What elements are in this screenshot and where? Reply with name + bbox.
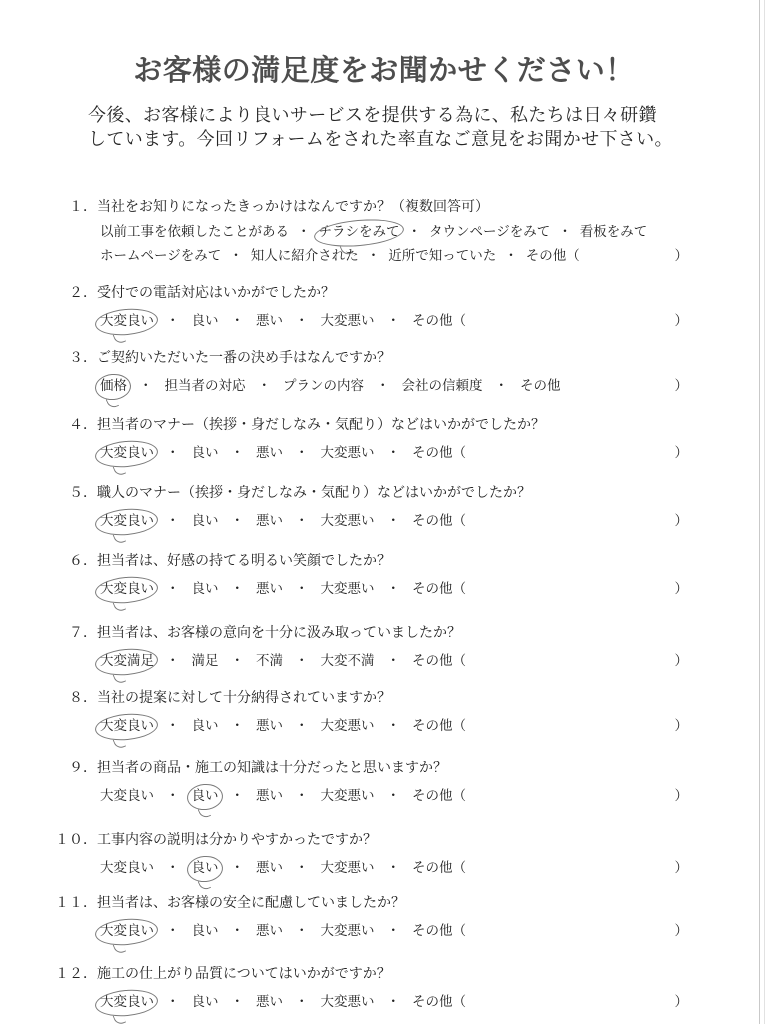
answer-option-label: 大変満足 xyxy=(100,653,154,669)
question-number: １． xyxy=(69,199,97,215)
option-separator: ・ xyxy=(386,653,400,669)
answer-option xyxy=(192,856,219,880)
close-paren: ） xyxy=(674,860,688,876)
option-separator: ・ xyxy=(230,718,244,734)
option-separator: ・ xyxy=(166,313,180,329)
question-heading xyxy=(0,892,700,914)
answer-option xyxy=(412,784,466,808)
option-separator: ・ xyxy=(230,994,244,1010)
answer-option xyxy=(100,577,154,601)
question-8 xyxy=(0,687,700,738)
answer-options-row xyxy=(100,244,688,268)
answer-option-label: 担当者の対応 xyxy=(164,378,246,394)
question-heading xyxy=(0,622,700,644)
answer-option-label: ホームページをみて xyxy=(100,248,222,264)
option-separator: ・ xyxy=(295,313,309,329)
answer-option-label: その他（ xyxy=(525,248,580,264)
option-separator: ・ xyxy=(295,513,309,529)
answer-option-label: 悪い xyxy=(256,445,283,461)
question-number: ２． xyxy=(69,285,97,301)
option-separator: ・ xyxy=(166,513,180,529)
answer-option xyxy=(100,441,154,465)
close-paren: ） xyxy=(674,653,688,669)
answer-options-row xyxy=(100,220,688,244)
answer-option xyxy=(321,856,375,880)
option-separator: ・ xyxy=(386,581,400,597)
option-separator: ・ xyxy=(386,923,400,939)
option-separator: ・ xyxy=(230,313,244,329)
question-heading xyxy=(0,196,700,218)
answer-option xyxy=(192,509,219,533)
question-number: １０． xyxy=(55,832,97,848)
answer-option xyxy=(100,220,289,244)
option-separator: ・ xyxy=(295,923,309,939)
answer-option-label: 大変良い xyxy=(100,513,154,529)
answer-option xyxy=(192,649,219,673)
answer-option xyxy=(100,919,154,943)
answer-option-label: 良い xyxy=(191,923,219,939)
option-separator: ・ xyxy=(494,378,508,394)
close-paren: ） xyxy=(674,581,688,597)
close-paren: ） xyxy=(674,313,688,329)
answer-options-row xyxy=(100,856,688,880)
answer-option-label: 大変悪い xyxy=(320,445,375,461)
option-separator: ・ xyxy=(166,860,180,876)
intro-line: 今後、お客様により良いサービスを提供する為に、私たちは日々研鑽 xyxy=(88,105,657,126)
answer-option-label: 良い xyxy=(191,445,219,461)
answer-option-label: 大変良い xyxy=(100,313,154,329)
option-separator: ・ xyxy=(386,788,400,804)
answer-option xyxy=(388,244,496,268)
answer-option xyxy=(256,856,283,880)
option-separator: ・ xyxy=(297,224,311,240)
question-2 xyxy=(0,282,700,333)
scan-edge-line xyxy=(759,0,760,1024)
answer-option-label: チラシをみて xyxy=(318,224,400,240)
answer-option xyxy=(321,309,375,333)
answer-option xyxy=(100,784,154,808)
question-heading xyxy=(0,829,700,851)
question-heading xyxy=(0,282,700,304)
option-separator: ・ xyxy=(166,788,180,804)
question-text: 当社の提案に対して十分納得されていますか？ xyxy=(97,690,391,706)
answer-option xyxy=(321,784,375,808)
question-text: 担当者は、お客様の意向を十分に汲み取っていましたか？ xyxy=(97,625,461,641)
answer-option xyxy=(256,919,283,943)
answer-option-label: 大変悪い xyxy=(320,923,375,939)
question-heading xyxy=(0,414,700,436)
question-text: 施工の仕上がり品質についてはいかがですか？ xyxy=(97,966,391,982)
option-separator: ・ xyxy=(558,224,572,240)
answer-option xyxy=(412,990,466,1014)
option-separator: ・ xyxy=(166,581,180,597)
answer-option-label: その他（ xyxy=(412,923,466,939)
answer-option xyxy=(412,919,466,943)
question-5 xyxy=(0,482,700,533)
close-paren: ） xyxy=(674,994,688,1010)
answer-option xyxy=(321,649,375,673)
answer-option xyxy=(429,220,550,244)
answer-option xyxy=(402,374,483,398)
answer-option-label: 良い xyxy=(191,313,219,329)
answer-option xyxy=(412,714,466,738)
answer-option-label: 大変良い xyxy=(100,788,154,804)
answer-options-row xyxy=(100,309,688,333)
answer-option xyxy=(321,919,375,943)
question-4 xyxy=(0,414,700,465)
option-separator: ・ xyxy=(295,994,309,1010)
answer-option xyxy=(283,374,364,398)
answer-option xyxy=(256,784,283,808)
question-number: ９． xyxy=(69,760,97,776)
answer-options-row xyxy=(100,919,688,943)
option-separator: ・ xyxy=(407,224,421,240)
answer-option xyxy=(256,309,283,333)
option-separator: ・ xyxy=(295,445,309,461)
answer-option xyxy=(192,784,219,808)
question-heading xyxy=(0,963,700,985)
question-text: 工事内容の説明は分かりやすかったですか？ xyxy=(97,832,377,848)
answer-option-label: その他（ xyxy=(412,994,466,1010)
intro-paragraph xyxy=(88,104,708,152)
question-heading xyxy=(0,347,700,369)
survey-title: お客様の満足度をお聞かせください！ xyxy=(133,53,635,87)
answer-option-label: 悪い xyxy=(256,860,283,876)
answer-option xyxy=(319,220,400,244)
scan-edge-line xyxy=(764,0,765,1024)
close-paren: ） xyxy=(674,378,688,394)
option-separator: ・ xyxy=(166,653,180,669)
answer-option-label: 知人に紹介された xyxy=(250,248,359,264)
option-separator: ・ xyxy=(166,445,180,461)
answer-option-label: 悪い xyxy=(256,923,283,939)
answer-option-label: その他（ xyxy=(412,513,466,529)
answer-option-label: 大変良い xyxy=(100,445,154,461)
question-heading xyxy=(0,757,700,779)
close-paren: ） xyxy=(674,788,688,804)
question-text: ご契約いただいた一番の決め手はなんですか？ xyxy=(97,350,391,366)
answer-option-label: 良い xyxy=(191,994,219,1010)
answer-option xyxy=(256,714,283,738)
close-paren: ） xyxy=(674,923,688,939)
answer-option-label: 悪い xyxy=(256,313,283,329)
question-9 xyxy=(0,757,700,808)
option-separator: ・ xyxy=(295,653,309,669)
question-heading xyxy=(0,687,700,709)
answer-option-label: その他 xyxy=(520,378,561,394)
option-separator: ・ xyxy=(139,378,153,394)
answer-options-row xyxy=(100,784,688,808)
answer-option-label: 良い xyxy=(191,581,219,597)
answer-option xyxy=(192,990,219,1014)
question-number: ７． xyxy=(69,625,97,641)
answer-option-label: 悪い xyxy=(256,788,283,804)
option-separator: ・ xyxy=(504,248,518,264)
answer-option-label: その他（ xyxy=(412,718,466,734)
answer-option-label: 価格 xyxy=(100,378,127,394)
question-text: 担当者は、お客様の安全に配慮していましたか？ xyxy=(97,895,405,911)
option-separator: ・ xyxy=(230,923,244,939)
answer-option xyxy=(100,714,154,738)
answer-option-label: 良い xyxy=(191,860,219,876)
answer-option xyxy=(256,990,283,1014)
answer-option-label: 大変悪い xyxy=(320,581,375,597)
question-1 xyxy=(0,196,700,268)
question-11 xyxy=(0,892,700,943)
answer-option-label: その他（ xyxy=(412,653,466,669)
answer-option-label: 大変良い xyxy=(100,718,154,734)
answer-option-label: 大変不満 xyxy=(320,653,375,669)
question-12 xyxy=(0,963,700,1014)
answer-option xyxy=(100,649,154,673)
answer-options-row xyxy=(100,374,688,398)
answer-option xyxy=(412,309,466,333)
answer-option-label: 大変悪い xyxy=(320,788,375,804)
answer-option xyxy=(100,374,127,398)
option-separator: ・ xyxy=(295,860,309,876)
question-number: ６． xyxy=(69,553,97,569)
answer-option-label: 看板をみて xyxy=(579,224,648,240)
answer-option-label: タウンページをみて xyxy=(429,224,551,240)
answer-option-label: その他（ xyxy=(412,788,466,804)
answer-option-label: 大変良い xyxy=(100,994,154,1010)
answer-options-row xyxy=(100,441,688,465)
answer-option-label: 大変良い xyxy=(100,923,154,939)
answer-options-row xyxy=(100,714,688,738)
answer-option-label: 大変悪い xyxy=(320,513,375,529)
answer-option xyxy=(526,244,580,268)
answer-option-label: 満足 xyxy=(191,653,219,669)
answer-option xyxy=(321,577,375,601)
answer-option xyxy=(256,649,283,673)
option-separator: ・ xyxy=(386,994,400,1010)
intro-line: しています。今回リフォームをされた率直なご意見をお聞かせ下さい。 xyxy=(88,129,673,150)
answer-option xyxy=(165,374,246,398)
answer-option-label: その他（ xyxy=(412,581,466,597)
answer-option xyxy=(192,714,219,738)
answer-option-label: 大変悪い xyxy=(320,718,375,734)
answer-option xyxy=(412,649,466,673)
answer-option xyxy=(412,509,466,533)
answer-options-row xyxy=(100,577,688,601)
answer-option-label: 悪い xyxy=(256,581,283,597)
answer-option xyxy=(412,441,466,465)
option-separator: ・ xyxy=(386,313,400,329)
answer-option xyxy=(100,309,154,333)
answer-option xyxy=(321,990,375,1014)
answer-option-label: 大変良い xyxy=(100,860,154,876)
answer-option xyxy=(256,577,283,601)
answer-option-label: 悪い xyxy=(256,718,283,734)
question-heading xyxy=(0,482,700,504)
question-text: 担当者の商品・施工の知識は十分だったと思いますか？ xyxy=(97,760,447,776)
option-separator: ・ xyxy=(230,581,244,597)
option-separator: ・ xyxy=(166,923,180,939)
option-separator: ・ xyxy=(295,788,309,804)
question-text: 担当者は、好感の持てる明るい笑顔でしたか？ xyxy=(97,553,391,569)
answer-option-label: 不満 xyxy=(256,653,283,669)
option-separator: ・ xyxy=(230,513,244,529)
option-separator: ・ xyxy=(230,860,244,876)
answer-option-label: 大変悪い xyxy=(320,313,375,329)
close-paren: ） xyxy=(674,513,688,529)
question-text: 職人のマナー（挨拶・身だしなみ・気配り）などはいかがでしたか？ xyxy=(97,485,531,501)
question-text: 担当者のマナー（挨拶・身だしなみ・気配り）などはいかがでしたか？ xyxy=(97,417,545,433)
answer-option xyxy=(100,856,154,880)
question-number: １１． xyxy=(55,895,97,911)
answer-option-label: 以前工事を依頼したことがある xyxy=(100,224,289,240)
option-separator: ・ xyxy=(386,445,400,461)
answer-option-label: 大変悪い xyxy=(320,860,375,876)
answer-option-label: 近所で知っていた xyxy=(388,248,497,264)
answer-option-label: 良い xyxy=(191,788,219,804)
answer-option-label: その他（ xyxy=(412,313,466,329)
question-text: 当社をお知りになったきっかけはなんですか？（複数回答可） xyxy=(97,199,489,215)
question-7 xyxy=(0,622,700,673)
option-separator: ・ xyxy=(295,581,309,597)
answer-option-label: 良い xyxy=(191,718,219,734)
question-number: ５． xyxy=(69,485,97,501)
close-paren: ） xyxy=(674,248,688,264)
answer-option xyxy=(412,577,466,601)
question-number: ３． xyxy=(69,350,97,366)
answer-option xyxy=(192,441,219,465)
option-separator: ・ xyxy=(366,248,381,264)
answer-option-label: 大変悪い xyxy=(320,994,375,1010)
answer-option xyxy=(321,714,375,738)
option-separator: ・ xyxy=(229,248,243,264)
answer-option xyxy=(100,509,154,533)
option-separator: ・ xyxy=(386,718,400,734)
answer-option xyxy=(520,374,561,398)
answer-option xyxy=(100,990,154,1014)
option-separator: ・ xyxy=(295,718,309,734)
answer-option-label: 良い xyxy=(191,513,219,529)
option-separator: ・ xyxy=(166,994,180,1010)
answer-options-row xyxy=(100,649,688,673)
answer-option xyxy=(580,220,648,244)
option-separator: ・ xyxy=(230,653,244,669)
question-text: 受付での電話対応はいかがでしたか？ xyxy=(97,285,335,301)
answer-option-label: その他（ xyxy=(412,445,466,461)
question-6 xyxy=(0,550,700,601)
question-10 xyxy=(0,829,700,880)
answer-option xyxy=(412,856,466,880)
answer-option xyxy=(192,309,219,333)
answer-option-label: 会社の信頼度 xyxy=(401,378,483,394)
answer-option-label: 悪い xyxy=(256,994,283,1010)
answer-option-label: 悪い xyxy=(256,513,283,529)
answer-option xyxy=(256,441,283,465)
option-separator: ・ xyxy=(257,378,271,394)
answer-option-label: プランの内容 xyxy=(283,378,364,394)
answer-option xyxy=(321,441,375,465)
answer-option xyxy=(100,244,221,268)
answer-option xyxy=(192,577,219,601)
close-paren: ） xyxy=(674,718,688,734)
question-number: ８． xyxy=(69,690,97,706)
close-paren: ） xyxy=(674,445,688,461)
option-separator: ・ xyxy=(166,718,180,734)
answer-option xyxy=(251,244,359,268)
option-separator: ・ xyxy=(386,860,400,876)
answer-option-label: その他（ xyxy=(412,860,466,876)
question-3 xyxy=(0,347,700,398)
question-number: ４． xyxy=(69,417,97,433)
question-heading xyxy=(0,550,700,572)
option-separator: ・ xyxy=(386,513,400,529)
question-number: １２． xyxy=(55,966,97,982)
option-separator: ・ xyxy=(230,445,244,461)
answer-options-row xyxy=(100,990,688,1014)
answer-option-label: 大変良い xyxy=(100,581,154,597)
answer-option xyxy=(192,919,219,943)
option-separator: ・ xyxy=(376,378,390,394)
answer-options-row xyxy=(100,509,688,533)
option-separator: ・ xyxy=(230,788,244,804)
answer-option xyxy=(321,509,375,533)
answer-option xyxy=(256,509,283,533)
